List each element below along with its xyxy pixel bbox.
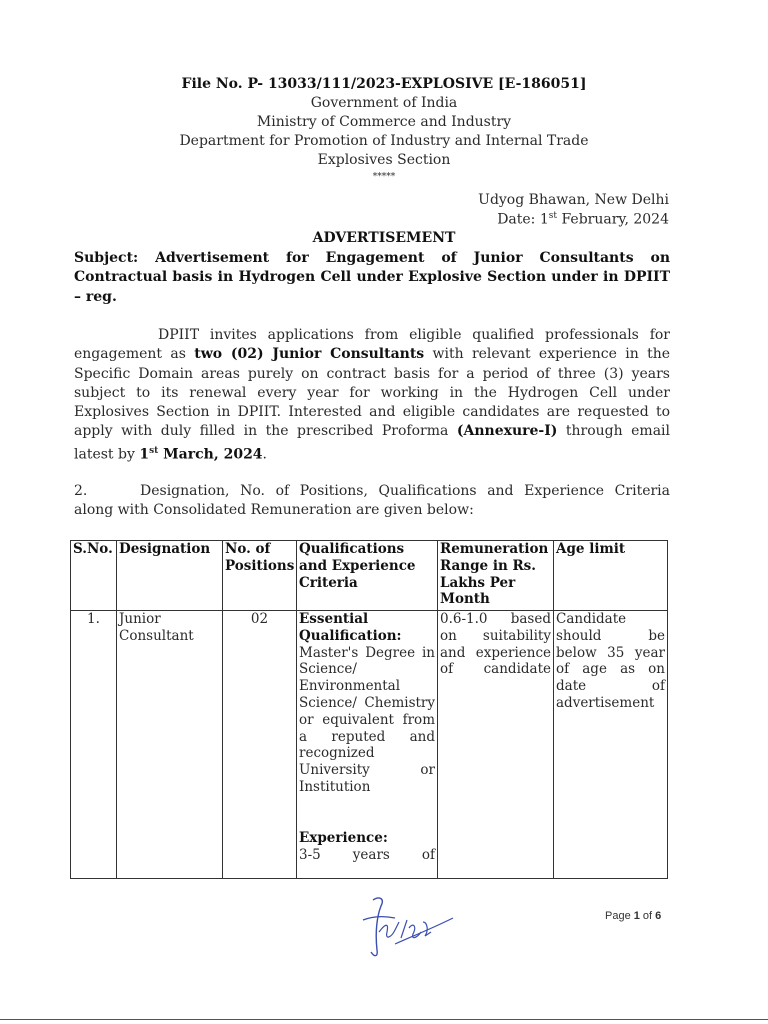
cell-qualifications [297,611,438,879]
signature-image [355,892,465,964]
page-of: of [639,910,656,922]
header-sno: S.No. [71,541,117,611]
intro-paragraph [74,326,670,465]
cell-sno: 1. [71,611,117,879]
page-total: 6 [655,910,662,922]
page-number [605,910,661,922]
experience-label: Experience: [299,829,388,846]
cell-positions: 02 [223,611,297,879]
date-prefix: Date: 1 [497,211,549,228]
para1-h: . [262,446,267,463]
bottom-rule [0,1019,768,1020]
para2-text: Designation, No. of Positions, Qualifications and Experience Criteria along with Consolidated Remuneration are given below: [74,483,670,519]
para1-c: with relevant experience in the Specific Domain areas purely on contract basis for a period of three (3) years subject to its renewal every year for working in the Hydrogen Cell under Explosives Section in DPIIT. Interested and eligible candidates are requested to apply with duly filled in the prescribed Proforma [74,346,671,440]
section-line: Explosives Section [317,152,451,168]
para1-g: March, 2024 [158,446,263,463]
para1-d: (Annexure-I) [456,423,558,440]
para1-f: 1 [139,446,150,463]
file-number: File No. P- 13033/111/2023-EXPLOSIVE [E-186051] [181,76,587,92]
para2-number: 2. [74,483,88,499]
header-qualifications: Qualifications and Experience Criteria [297,541,438,611]
page-prefix: Page [605,910,634,922]
date-sup: st [548,211,558,221]
essential-label: Essential Qualification: [299,611,402,644]
stars-divider: ***** [372,172,396,182]
ministry-line: Ministry of Commerce and Industry [256,114,512,130]
place-line: Udyog Bhawan, New Delhi [478,192,669,208]
para1-a: DPIIT invites applications from eligible qualified professionals for engagement as [74,327,670,363]
date-line [497,211,669,228]
subject-line: Subject: Advertisement for Engagement of Junior Consultants on Contractual basis in Hydrogen Cell under Explosive Section under in DPIIT – reg. [74,250,670,305]
essential-text: Master's Degree in Science/ Environmental Science/ Chemistry or equivalent from a reputed and recognized University or Institution [299,644,435,795]
table-header-row [71,541,668,611]
para1-b: two (02) Junior Consultants [194,346,425,363]
header-age: Age limit [554,541,668,611]
table-row [71,611,668,879]
header-positions: No. of Positions [223,541,297,611]
cell-age: Candidate should be below 35 year of age as on date of advertisement [554,611,668,879]
department-line: Department for Promotion of Industry and Internal Trade [179,133,589,149]
para1-e: through email latest by [74,423,670,463]
date-rest: February, 2024 [557,211,669,228]
experience-text: 3-5 years of [299,846,435,863]
cell-designation: Junior Consultant [117,611,223,879]
cell-remuneration: 0.6-1.0 based on suitability and experience of candidate [438,611,554,879]
advertisement-title: ADVERTISEMENT [312,230,456,246]
criteria-paragraph [74,482,670,521]
page-current: 1 [633,910,640,922]
government-line: Government of India [310,95,458,111]
header-designation: Designation [117,541,223,611]
positions-table [70,540,668,879]
para1-f-sup: st [149,445,159,456]
header-remuneration: Remuneration Range in Rs. Lakhs Per Month [438,541,554,611]
